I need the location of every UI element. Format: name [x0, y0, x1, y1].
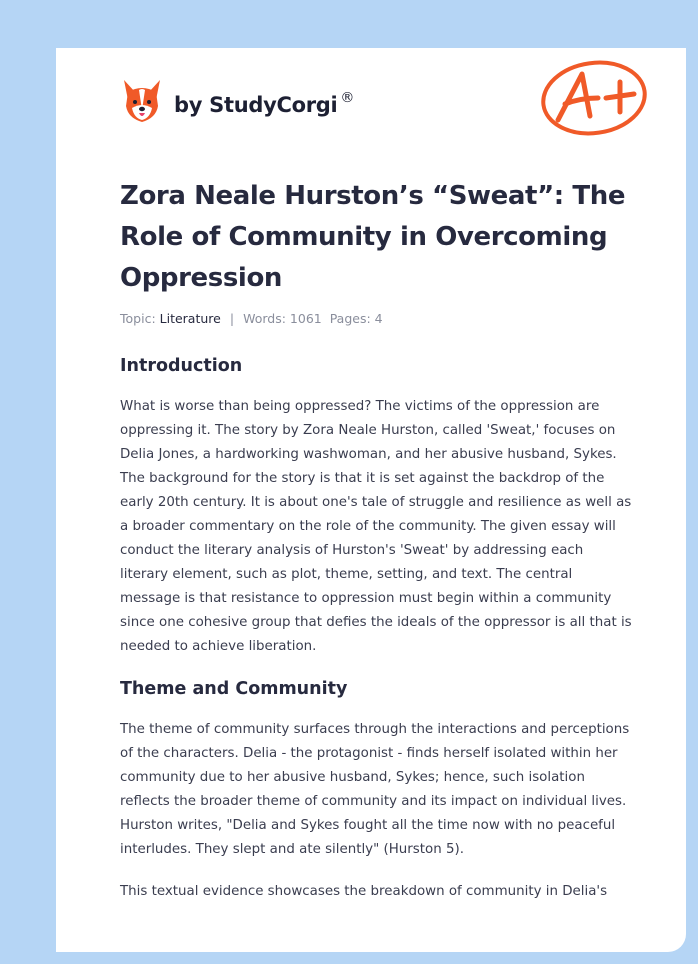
registered-mark: ®	[340, 90, 355, 106]
theme-paragraph-continued: This textual evidence showcases the breakdown of community in Delia's	[120, 884, 608, 899]
topic-link[interactable]: Literature	[159, 311, 221, 326]
pages-label: Pages:	[329, 311, 371, 326]
article-body	[120, 348, 634, 904]
introduction-paragraph: What is worse than being oppressed? The victims of the oppression are oppressing it. The story by Zora Neale Hurston, called 'Sweat,' focuses on Delia Jones, a hardworking washwoman, and her abusive husband, Sykes. The background for the story is that it is set against the backdrop of the early 20th century. It is about one's tale of struggle and resilience as well as a broader commentary on the role of the community. The given essay will conduct the literary analysis of Hurston's 'Sweat' by addressing each literary element, such as plot, theme, setting, and text. The central message is that resistance to oppression must begin within a community since one cohesive group that defies the ideals of the oppressor is all that is needed to achieve liberation.	[120, 399, 632, 654]
studycorgi-logo[interactable]	[120, 76, 354, 126]
section-heading-theme-and-community: Theme and Community	[120, 679, 348, 699]
section-heading-introduction: Introduction	[120, 356, 243, 376]
document-page	[56, 48, 686, 952]
words-label: Words:	[243, 311, 286, 326]
topic-label: Topic:	[120, 311, 156, 326]
article-meta	[120, 311, 383, 326]
logo-wordmark: by StudyCorgi ®	[174, 90, 355, 117]
theme-paragraph: The theme of community surfaces through the interactions and perceptions of the characters. Delia - the protagonist - finds herself isolated within her community due to her abusive husband, Sykes; hence, such isolation reflects the broader theme of community and its impact on individual lives. Hurston writes, "Delia and Sykes fought all the time now with no peaceful interludes. They slept and ate silently" (Hurston 5).	[120, 722, 630, 857]
meta-separator: |	[229, 311, 235, 326]
article-title: Zora Neale Hurston’s “Sweat”: The Role of Community in Overcoming Oppression	[120, 181, 626, 293]
words-count: 1061	[289, 311, 322, 326]
pages-count: 4	[374, 311, 383, 326]
a-plus-grade-badge	[538, 58, 650, 142]
corgi-logo-icon	[120, 78, 164, 124]
